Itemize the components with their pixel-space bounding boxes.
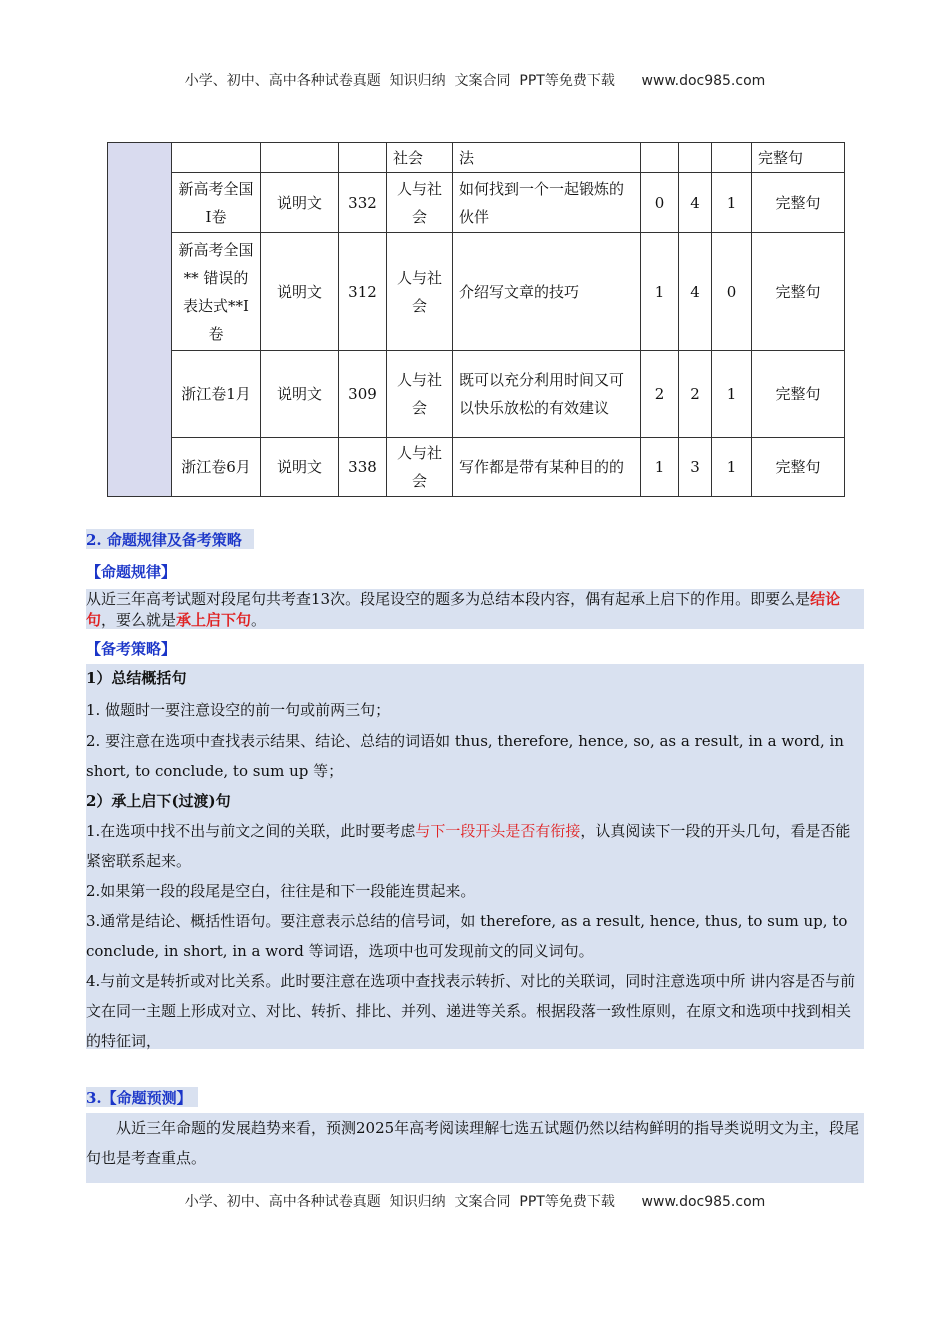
strategy-label: 【备考策略】 bbox=[86, 640, 177, 658]
table-row bbox=[108, 173, 845, 233]
exam-cell: 浙江卷1月 bbox=[172, 351, 261, 438]
header-text: 小学、初中、高中各种试卷真题 知识归纳 文案合同 PPT等免费下载 bbox=[184, 73, 615, 89]
count-cell: 4 bbox=[679, 173, 712, 233]
theme-cell: 人与社会 bbox=[387, 438, 453, 497]
section2-title: 2. 命题规律及备考策略 bbox=[86, 531, 242, 549]
page-header bbox=[0, 70, 950, 90]
header-url: www.doc985.com bbox=[641, 73, 766, 89]
words-cell: 338 bbox=[339, 438, 387, 497]
exam-cell: 新高考全国I卷 bbox=[172, 173, 261, 233]
rule-text-c: 。 bbox=[251, 611, 267, 629]
genre-cell: 说明文 bbox=[261, 173, 339, 233]
topic-cell: 如何找到一个一起锻炼的伙伴 bbox=[453, 173, 641, 233]
sub2-item4: 4.与前文是转折或对比关系。此时要注意在选项中查找表示转折、对比的关联词，同时注意选项中所 讲内容是否与前文在同一主题上形成对立、对比、转折、排比、并列、递进等关系。根据段落一致性原则，在原文和选项中找到相关的特征词， bbox=[86, 972, 856, 1050]
table-cell: 完整句 bbox=[752, 143, 845, 173]
section3-title: 3.【命题预测】 bbox=[86, 1089, 192, 1107]
count-cell: 2 bbox=[679, 351, 712, 438]
sub2-title: 2）承上启下(过渡)句 bbox=[86, 792, 231, 810]
rule-label: 【命题规律】 bbox=[86, 563, 177, 581]
count-cell: 2 bbox=[641, 351, 679, 438]
count-cell: 3 bbox=[679, 438, 712, 497]
position-cell: 完整句 bbox=[752, 351, 845, 438]
rule-highlight-conclusion: 结论句 bbox=[86, 590, 841, 629]
category-cell bbox=[108, 143, 172, 497]
words-cell: 309 bbox=[339, 351, 387, 438]
footer-url: www.doc985.com bbox=[641, 1194, 766, 1210]
count-cell: 1 bbox=[641, 438, 679, 497]
table-cell: 社会 bbox=[387, 143, 453, 173]
table-cell bbox=[261, 143, 339, 173]
sub1-item2: 2. 要注意在选项中查找表示结果、结论、总结的词语如 thus, therefore, hence, so, as a result, in a word, in short, to conclude, to sum up 等； bbox=[86, 732, 844, 780]
table-cell bbox=[712, 143, 752, 173]
count-cell: 1 bbox=[712, 351, 752, 438]
table-row bbox=[108, 351, 845, 438]
forecast-paragraph: 从近三年命题的发展趋势来看，预测2025年高考阅读理解七选五试题仍然以结构鲜明的指导类说明文为主，段尾句也是考查重点。 bbox=[86, 1119, 860, 1167]
words-cell: 312 bbox=[339, 233, 387, 351]
rule-text-a: 从近三年高考试题对段尾句共考查13次。段尾设空的题多为总结本段内容，偶有起承上启下的作用。即要么是 bbox=[86, 590, 811, 608]
position-cell: 完整句 bbox=[752, 233, 845, 351]
position-cell: 完整句 bbox=[752, 173, 845, 233]
table-row bbox=[108, 438, 845, 497]
topic-cell: 介绍写文章的技巧 bbox=[453, 233, 641, 351]
topic-cell: 写作都是带有某种目的的 bbox=[453, 438, 641, 497]
theme-cell: 人与社会 bbox=[387, 233, 453, 351]
table-row bbox=[108, 233, 845, 351]
table-row bbox=[108, 143, 845, 173]
count-cell: 1 bbox=[641, 233, 679, 351]
count-cell: 1 bbox=[712, 438, 752, 497]
exam-cell: 新高考全国** 错误的表达式**I卷 bbox=[172, 233, 261, 351]
sub2-item1-highlight: 与下一段开头是否有衔接 bbox=[415, 822, 581, 840]
footer-text: 小学、初中、高中各种试卷真题 知识归纳 文案合同 PPT等免费下载 bbox=[184, 1194, 615, 1210]
sub1-item1: 1. 做题时一要注意设空的前一句或前两三句； bbox=[86, 701, 391, 719]
genre-cell: 说明文 bbox=[261, 438, 339, 497]
table-cell bbox=[679, 143, 712, 173]
count-cell: 1 bbox=[712, 173, 752, 233]
genre-cell: 说明文 bbox=[261, 351, 339, 438]
genre-cell: 说明文 bbox=[261, 233, 339, 351]
exam-table bbox=[107, 142, 845, 497]
rule-text-b: ，要么就是 bbox=[101, 611, 177, 629]
table-cell: 法 bbox=[453, 143, 641, 173]
sub2-item3: 3.通常是结论、概括性语句。要注意表示总结的信号词，如 therefore, as a result, hence, thus, to sum up, to conclude, in short, in a word 等词语，选项中也可发现前文的同义词句。 bbox=[86, 912, 848, 960]
theme-cell: 人与社会 bbox=[387, 173, 453, 233]
table-cell bbox=[641, 143, 679, 173]
table-cell bbox=[172, 143, 261, 173]
count-cell: 0 bbox=[641, 173, 679, 233]
exam-cell: 浙江卷6月 bbox=[172, 438, 261, 497]
count-cell: 0 bbox=[712, 233, 752, 351]
count-cell: 4 bbox=[679, 233, 712, 351]
sub2-item1 bbox=[86, 816, 864, 876]
rule-highlight-transition: 承上启下句 bbox=[176, 611, 252, 629]
rule-paragraph bbox=[86, 589, 864, 631]
page-footer bbox=[0, 1191, 950, 1211]
topic-cell: 既可以充分利用时间又可以快乐放松的有效建议 bbox=[453, 351, 641, 438]
words-cell: 332 bbox=[339, 173, 387, 233]
sub2-item1-text-a: 1.在选项中找不出与前文之间的关联，此时要考虑 bbox=[86, 822, 416, 840]
sub2-item1-text-b: ，认真阅读下一段的开头几句，看是否能紧密联系起来。 bbox=[86, 822, 851, 870]
sub2-item2: 2.如果第一段的段尾是空白，往往是和下一段能连贯起来。 bbox=[86, 882, 476, 900]
theme-cell: 人与社会 bbox=[387, 351, 453, 438]
position-cell: 完整句 bbox=[752, 438, 845, 497]
table-cell bbox=[339, 143, 387, 173]
sub1-title: 1）总结概括句 bbox=[86, 669, 187, 687]
